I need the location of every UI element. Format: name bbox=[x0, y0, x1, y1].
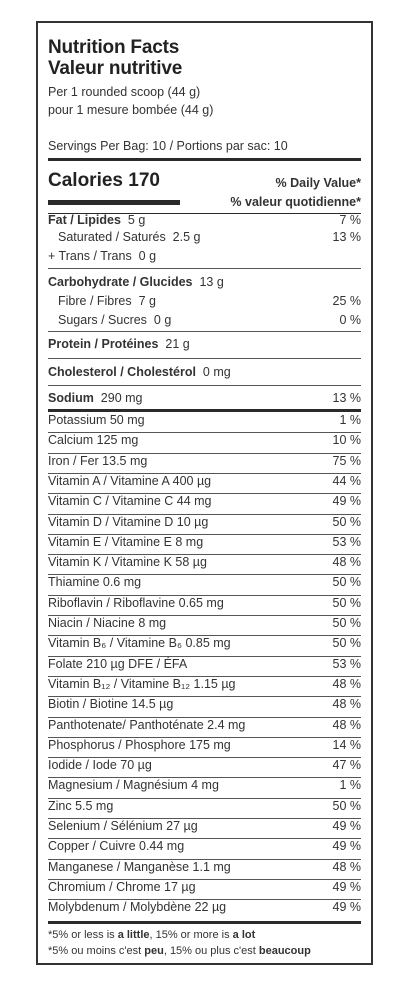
nutrient-label: Selenium / Sélénium 27 µg bbox=[48, 819, 198, 833]
nutrient-percent: 14 % bbox=[332, 737, 361, 752]
title-fr: Valeur nutritive bbox=[48, 58, 183, 79]
nutrient-percent: 50 % bbox=[332, 798, 361, 813]
nutrient-amount: 21 g bbox=[165, 337, 190, 351]
calories-underline bbox=[48, 200, 180, 205]
nutrient-label: Niacin / Niacine 8 mg bbox=[48, 616, 167, 630]
nutrient-amount: 7 g bbox=[138, 294, 156, 308]
nutrient-label: + Trans / Trans bbox=[48, 249, 132, 263]
nutrient-percent: 13 % bbox=[332, 391, 361, 405]
nutrient-label: Carbohydrate / Glucides bbox=[48, 275, 193, 289]
nutrient-percent: 48 % bbox=[332, 676, 361, 691]
nutrient-percent: 47 % bbox=[332, 758, 361, 773]
nutrient-label: Sugars / Sucres bbox=[58, 313, 147, 327]
nutrient-label: Cholesterol / Cholestérol bbox=[48, 365, 196, 379]
footnote-text: , 15% ou plus c'est bbox=[163, 945, 259, 957]
nutrient-label: Chromium / Chrome 17 µg bbox=[48, 879, 196, 894]
nutrition-facts-panel bbox=[36, 21, 373, 965]
nutrient-label: Vitamin C / Vitamine C 44 mg bbox=[48, 494, 212, 509]
nutrient-percent: 48 % bbox=[332, 717, 361, 732]
nutrient-label: Protein / Protéines bbox=[48, 337, 159, 351]
daily-value-heading-fr: % valeur quotidienne* bbox=[230, 195, 361, 209]
calories-label: Calories 170 bbox=[48, 170, 160, 191]
title-en: Nutrition Facts bbox=[48, 37, 180, 58]
nutrient-percent: 75 % bbox=[332, 453, 361, 468]
nutrient-percent: 50 % bbox=[332, 595, 361, 610]
divider bbox=[48, 268, 361, 269]
serving-size-fr: pour 1 mesure bombée (44 g) bbox=[48, 103, 214, 117]
footnote-text: *5% or less is bbox=[48, 929, 118, 941]
nutrient-percent: 0 % bbox=[339, 313, 361, 327]
divider-thick bbox=[48, 409, 361, 412]
nutrient-percent: 48 % bbox=[332, 697, 361, 712]
nutrient-percent: 50 % bbox=[332, 616, 361, 630]
nutrient-percent: 53 % bbox=[332, 534, 361, 549]
nutrient-amount: 290 mg bbox=[100, 391, 143, 405]
nutrient-label: Potassium 50 mg bbox=[48, 413, 145, 427]
nutrient-label: Riboflavin / Riboflavine 0.65 mg bbox=[48, 595, 224, 610]
nutrient-label: Phosphorus / Phosphore 175 mg bbox=[48, 737, 231, 752]
nutrient-percent: 53 % bbox=[332, 656, 361, 671]
footnote-text: *5% ou moins c'est bbox=[48, 945, 145, 957]
nutrient-percent: 50 % bbox=[332, 514, 361, 529]
nutrient-label: Vitamin B₁₂ / Vitamine B₁₂ 1.15 µg bbox=[48, 676, 236, 691]
nutrient-percent: 13 % bbox=[332, 230, 361, 244]
divider-thick bbox=[48, 921, 361, 924]
divider bbox=[48, 358, 361, 359]
nutrient-percent: 49 % bbox=[332, 900, 361, 915]
nutrient-amount: 0 mg bbox=[202, 365, 231, 379]
nutrient-amount: 2.5 g bbox=[172, 230, 201, 244]
nutrient-label: Folate 210 µg DFE / ÉFA bbox=[48, 656, 188, 671]
nutrient-label: Saturated / Saturés bbox=[58, 230, 166, 244]
nutrient-label: Biotin / Biotine 14.5 µg bbox=[48, 697, 174, 712]
footnote-text: , 15% or more is bbox=[149, 929, 233, 941]
nutrient-percent: 48 % bbox=[332, 555, 361, 570]
nutrient-percent: 10 % bbox=[332, 433, 361, 448]
nutrient-percent: 49 % bbox=[332, 839, 361, 854]
nutrient-percent: 7 % bbox=[339, 213, 361, 227]
nutrient-percent: 50 % bbox=[332, 575, 361, 590]
serving-size-en: Per 1 rounded scoop (44 g) bbox=[48, 85, 201, 99]
nutrient-label: Vitamin E / Vitamine E 8 mg bbox=[48, 534, 204, 549]
nutrient-percent: 49 % bbox=[332, 494, 361, 509]
divider bbox=[48, 385, 361, 386]
footnote-en bbox=[48, 929, 255, 941]
footnote-emphasis: peu bbox=[144, 945, 164, 957]
divider-thick bbox=[48, 158, 361, 161]
nutrient-label: Vitamin A / Vitamine A 400 µg bbox=[48, 473, 212, 488]
nutrient-label: Calcium 125 mg bbox=[48, 433, 139, 448]
nutrient-percent: 48 % bbox=[332, 859, 361, 874]
nutrient-label: Sodium bbox=[48, 391, 94, 405]
nutrient-label: Vitamin D / Vitamine D 10 µg bbox=[48, 514, 209, 529]
nutrient-label: Fat / Lipides bbox=[48, 213, 121, 227]
nutrient-label: Iron / Fer 13.5 mg bbox=[48, 453, 148, 468]
nutrient-amount: 0 g bbox=[138, 249, 157, 263]
footnote-emphasis: a lot bbox=[232, 929, 256, 941]
nutrient-label: Copper / Cuivre 0.44 mg bbox=[48, 839, 185, 854]
nutrient-label: Fibre / Fibres bbox=[58, 294, 132, 308]
divider bbox=[48, 331, 361, 332]
nutrient-percent: 49 % bbox=[332, 879, 361, 894]
footnote-emphasis: a little bbox=[117, 929, 150, 941]
nutrient-label: Zinc 5.5 mg bbox=[48, 798, 114, 813]
nutrient-label: Panthotenate/ Panthoténate 2.4 mg bbox=[48, 717, 246, 732]
servings-per-bag: Servings Per Bag: 10 / Portions par sac: 10 bbox=[48, 139, 288, 153]
nutrient-label: Thiamine 0.6 mg bbox=[48, 575, 142, 590]
nutrient-percent: 1 % bbox=[339, 413, 361, 427]
nutrient-label: Vitamin B₆ / Vitamine B₆ 0.85 mg bbox=[48, 636, 231, 651]
nutrient-label: Iodide / Iode 70 µg bbox=[48, 758, 152, 773]
nutrient-label: Vitamin K / Vitamine K 58 µg bbox=[48, 555, 207, 570]
nutrient-percent: 49 % bbox=[332, 819, 361, 833]
daily-value-heading-en: % Daily Value* bbox=[275, 176, 361, 190]
nutrient-label: Molybdenum / Molybdène 22 µg bbox=[48, 900, 227, 915]
nutrient-percent: 50 % bbox=[332, 636, 361, 651]
nutrient-percent: 44 % bbox=[332, 473, 361, 488]
nutrient-percent: 25 % bbox=[332, 294, 361, 308]
nutrient-amount: 5 g bbox=[127, 213, 146, 227]
nutrient-label: Manganese / Manganèse 1.1 mg bbox=[48, 859, 231, 874]
footnote-fr bbox=[48, 945, 311, 957]
nutrient-amount: 0 g bbox=[153, 313, 172, 327]
nutrient-percent: 1 % bbox=[339, 778, 361, 793]
nutrient-label: Magnesium / Magnésium 4 mg bbox=[48, 778, 219, 793]
footnote-emphasis: beaucoup bbox=[258, 945, 311, 957]
nutrient-amount: 13 g bbox=[199, 275, 224, 289]
